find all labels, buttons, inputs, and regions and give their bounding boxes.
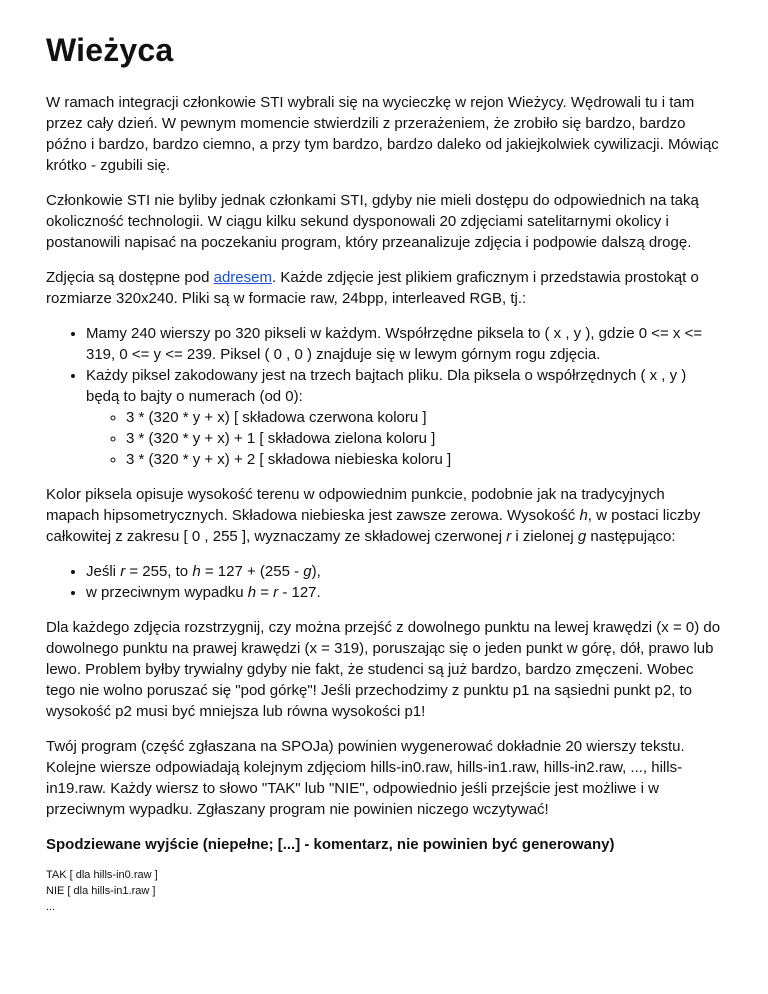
address-link[interactable]: adresem xyxy=(213,269,272,286)
page-title: Wieżyca xyxy=(46,32,174,68)
height-paragraph xyxy=(46,484,722,547)
height-text: następująco: xyxy=(586,528,676,545)
var-r: r xyxy=(273,584,279,601)
expected-output xyxy=(46,867,722,915)
formula-list xyxy=(46,561,722,603)
technology-paragraph: Członkowie STI nie byliby jednak członkami STI, gdyby nie mieli dostępu do odpowiednich na taką okoliczność technologii. W ciągu kilku sekund dysponowali 20 zdjęciami satelitarnymi okolicy i postanowili napisać na poczekaniu program, który przeanalizuje zdjęcia i podpowie dalszą drogę. xyxy=(46,192,699,251)
expected-output-heading: Spodziewane wyjście (niepełne; [...] - komentarz, nie powinien być generowany) xyxy=(46,836,615,853)
format-list xyxy=(46,323,722,470)
height-text: Kolor piksela opisuje wysokość terenu w odpowiednim punkcie, podobnie jak na tradycyjnych mapach hipsometrycznych. Składowa niebieska jest zawsze zerowa. Wysokość xyxy=(46,486,665,524)
list-item: ◦ 3 * (320 * y + x) + 2 [ składowa niebieska koloru ] xyxy=(126,449,722,470)
list-item: ◦ 3 * (320 * y + x) [ składowa czerwona koloru ] xyxy=(126,407,722,428)
list-item xyxy=(86,323,722,365)
bytes-description: Każdy piksel zakodowany jest na trzech bajtach pliku. Dla piksela o współrzędnych ( x , y ) będą to bajty o numerach (od 0): xyxy=(86,367,687,405)
list-item: • w przeciwnym wypadku h = r - 127. xyxy=(86,582,722,603)
height-text: i zielonej xyxy=(511,528,578,545)
data-source-text-before: Zdjęcia są dostępne pod xyxy=(46,269,214,286)
list-item xyxy=(86,365,722,470)
var-g: g xyxy=(303,563,312,580)
var-h: h xyxy=(247,584,257,601)
output-line: NIE [ dla hills-in1.raw ] xyxy=(46,885,156,897)
list-item: ◦ 3 * (320 * y + x) + 1 [ składowa zielona koloru ] xyxy=(126,428,722,449)
program-paragraph: Twój program (część zgłaszana na SPOJa) powinien wygenerować dokładnie 20 wierszy tekstu. Kolejne wiersze odpowiadają kolejnym zdjęciom hills-in0.raw, hills-in1.raw, hills-in2.raw, ..., hills-in19.raw. Każdy wiersz to słowo "TAK" lub "NIE", odpowiednio jeśli przejście jest możliwe i w przeciwnym wypadku. Zgłaszany program nie powinien niczego wczytywać! xyxy=(46,738,685,818)
problem-paragraph: Dla każdego zdjęcia rozstrzygnij, czy można przejść z dowolnego punktu na lewej krawędzi (x = 0) do dowolnego punktu na prawej krawędzi (x = 319), poruszając się o jeden punkt w górę, dół, prawo lub lewo. Problem byłby trywialny gdyby nie fakt, że studenci są już bardzo, bardzo zmęczeni. Wobec tego nie wolno poruszać się "pod górkę"! Jeśli przechodzimy z punktu p1 na sąsiedni punkt p2, to wysokość p2 musi być mniejsza lub równa wysokości p1! xyxy=(46,619,721,720)
var-g: g xyxy=(577,528,587,545)
intro-paragraph: W ramach integracji członkowie STI wybrali się na wycieczkę w rejon Wieżycy. Wędrowali tu i tam przez cały dzień. W pewnym momencie stwierdzili z przerażeniem, że zrobiło się bardzo, bardzo późno i bardzo, bardzo ciemno, a przy tym bardzo, bardzo daleko od jakiejkolwiek cywilizacji. Mówiąc krótko - zgubili się. xyxy=(46,94,719,174)
var-h: h xyxy=(192,563,201,580)
rows-description: Mamy 240 wierszy po 320 pikseli w każdym. Współrzędne piksela to ( x , y ), gdzie 0 <= x <= 319, 0 <= y <= 239. Piksel ( 0 , 0 ) znajduje się w lewym górnym rogu zdjęcia. xyxy=(86,325,703,363)
var-h: h xyxy=(579,507,588,524)
var-r: r xyxy=(120,563,126,580)
output-line: TAK [ dla hills-in0.raw ] xyxy=(46,869,158,881)
output-line: ... xyxy=(46,901,56,913)
byte-index-list xyxy=(86,407,722,470)
list-item: • Jeśli r = 255, to h = 127 + (255 - g), xyxy=(86,561,722,582)
height-text: , w postaci liczby całkowitej z zakresu [ 0 , 255 ], wyznaczamy ze składowej czerwonej xyxy=(46,507,701,545)
var-r: r xyxy=(506,528,512,545)
data-source-text-after: . Każde zdjęcie jest plikiem graficznym i przedstawia prostokąt o rozmiarze 320x240. Pliki są w formacie raw, 24bpp, interleaved RGB, tj.: xyxy=(46,269,699,307)
data-source-paragraph xyxy=(46,267,722,309)
